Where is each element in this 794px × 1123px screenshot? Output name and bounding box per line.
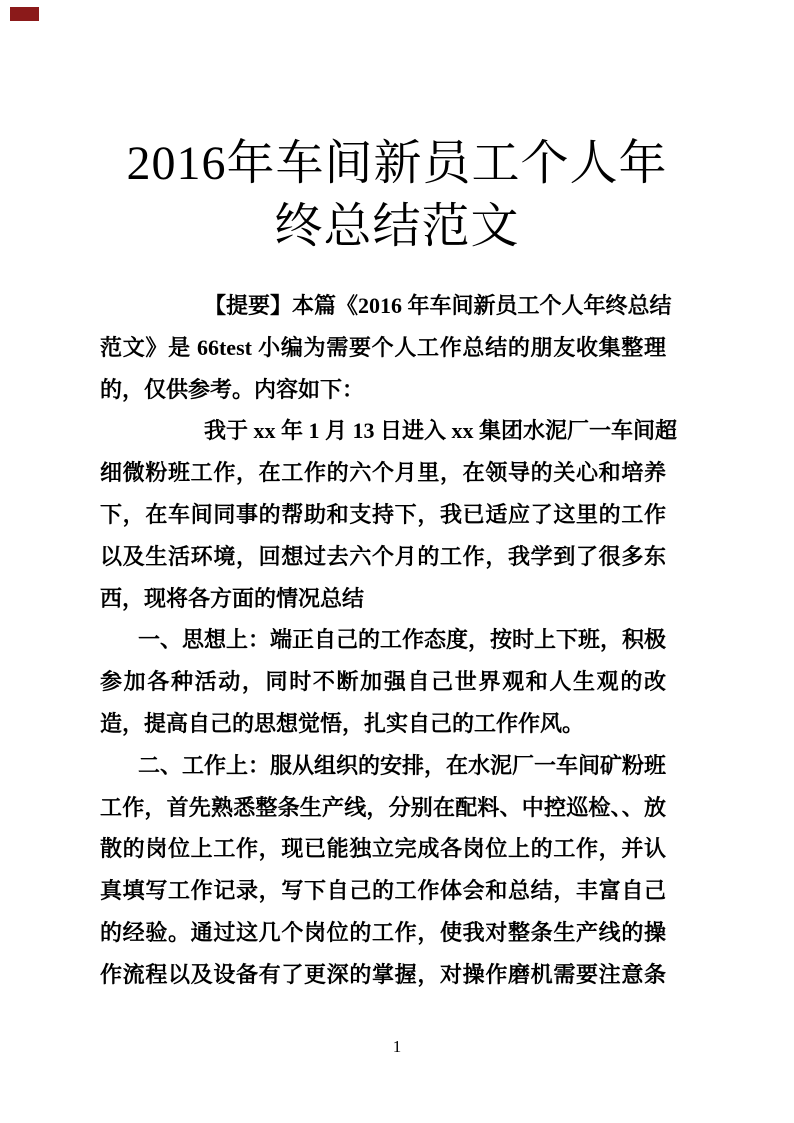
text-line: 一、思想上：端正自己的工作态度，按时上下班，积极 [138,627,667,653]
text-line: 细微粉班工作，在工作的六个月里，在领导的关心和培养 [100,460,666,486]
text-line: 西，现将各方面的情况总结 [100,585,365,611]
title-line-1: 2016年车间新员工个人年 [126,137,668,190]
text-line: 参加各种活动，同时不断加强自己世界观和人生观的改 [100,669,666,695]
text-line: 下，在车间同事的帮助和支持下，我已适应了这里的工作 [100,501,666,527]
text-line: 造，提高自己的思想觉悟，扎实自己的工作作风。 [100,710,585,736]
title-line-2: 终总结范文 [274,200,520,253]
document-body [100,285,678,996]
text-line: 【提要】本篇《2016 年车间新员工个人年终总结 [204,293,672,318]
text-line: 以及生活环境，回想过去六个月的工作，我学到了很多东 [100,543,666,569]
document-title [0,132,794,258]
corner-mark [10,7,39,21]
page-number: 1 [392,1037,402,1056]
text-line: 真填写工作记录，写下自己的工作体会和总结，丰富自己 [100,878,666,904]
text-line: 二、工作上：服从组织的安排，在水泥厂一车间矿粉班 [138,752,667,778]
text-line: 的经验。通过这几个岗位的工作，使我对整条生产线的操 [100,919,666,945]
text-line: 的，仅供参考。内容如下： [100,376,365,402]
text-line: 散的岗位上工作，现已能独立完成各岗位上的工作，并认 [100,836,666,862]
text-line: 我于 xx 年 1 月 13 日进入 xx 集团水泥厂一车间超 [204,418,678,444]
text-line: 范文》是 66test 小编为需要个人工作总结的朋友收集整理 [100,334,666,360]
text-line: 工作，首先熟悉整条生产线，分别在配料、中控巡检、、放 [100,794,666,820]
text-line: 作流程以及设备有了更深的掌握，对操作磨机需要注意条 [100,961,666,987]
